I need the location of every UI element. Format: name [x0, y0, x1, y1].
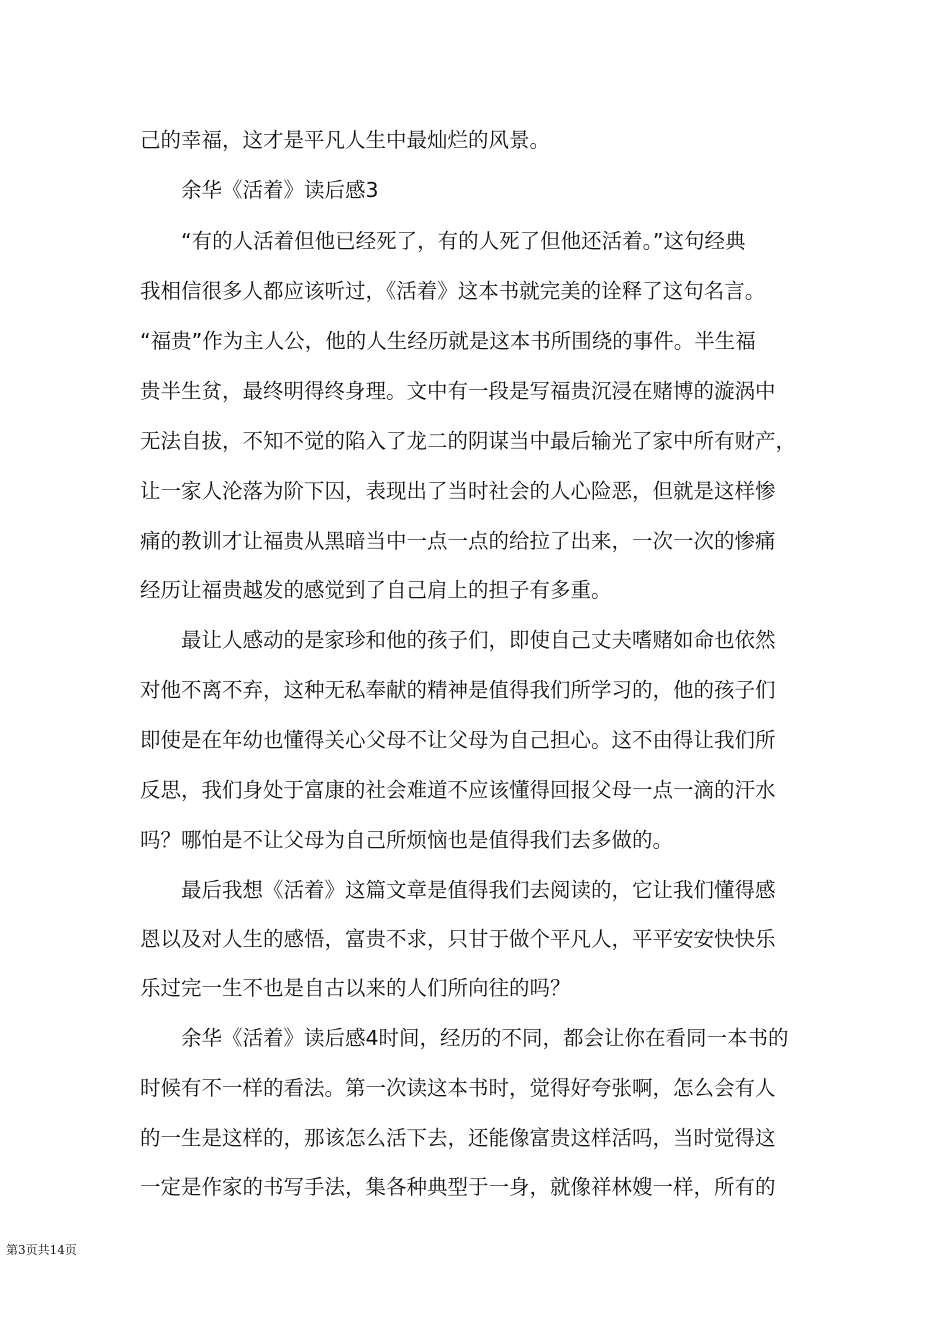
text-line: 我相信很多人都应该听过，《活着》这本书就完美的诠释了这句名言。	[140, 279, 766, 303]
text-line: 让一家人沦落为阶下囚，表现出了当时社会的人心险恶，但就是这样惨	[140, 479, 776, 503]
text-line: 经历让福贵越发的感觉到了自己肩上的担子有多重。	[140, 578, 612, 602]
section-heading: 余华《活着》读后感3	[140, 178, 379, 202]
text-line: 己的幸福，这才是平凡人生中最灿烂的风景。	[140, 128, 550, 152]
text-line: 时候有不一样的看法。第一次读这本书时，觉得好夸张啊，怎么会有人	[140, 1076, 776, 1100]
text-line: 余华《活着》读后感4时间，经历的不同，都会让你在看同一本书的	[140, 1026, 789, 1050]
text-line: 一定是作家的书写手法，集各种典型于一身，就像祥林嫂一样，所有的	[140, 1175, 776, 1199]
text-line: 贵半生贫，最终明得终身理。文中有一段是写福贵沉浸在赌博的漩涡中	[140, 379, 776, 403]
text-line: 最让人感动的是家珍和他的孩子们，即使自己丈夫嗜赌如命也依然	[140, 628, 776, 652]
text-line: 最后我想《活着》这篇文章是值得我们去阅读的，它让我们懂得感	[140, 878, 776, 902]
text-line: 反思，我们身处于富康的社会难道不应该懂得回报父母一点一滴的汗水	[140, 778, 776, 802]
text-line: “福贵”作为主人公，他的人生经历就是这本书所围绕的事件。半生福	[140, 329, 756, 353]
text-line: “有的人活着但他已经死了，有的人死了但他还活着。”这句经典	[140, 229, 746, 253]
text-line: 的一生是这样的，那该怎么活下去，还能像富贵这样活吗，当时觉得这	[140, 1126, 776, 1150]
text-line: 吗？哪怕是不让父母为自己所烦恼也是值得我们去多做的。	[140, 828, 673, 852]
text-line: 即使是在年幼也懂得关心父母不让父母为自己担心。这不由得让我们所	[140, 728, 776, 752]
text-line: 恩以及对人生的感悟，富贵不求，只甘于做个平凡人，平平安安快快乐	[140, 927, 776, 951]
text-line: 乐过完一生不也是自古以来的人们所向往的吗？	[140, 976, 571, 1000]
text-line: 无法自拔，不知不觉的陷入了龙二的阴谋当中最后输光了家中所有财产，	[140, 429, 796, 453]
text-line: 对他不离不弃，这种无私奉献的精神是值得我们所学习的，他的孩子们	[140, 678, 776, 702]
text-line: 痛的教训才让福贵从黑暗当中一点一点的给拉了出来，一次一次的惨痛	[140, 529, 776, 553]
page-number-footer: 第3页共14页	[6, 1243, 77, 1257]
